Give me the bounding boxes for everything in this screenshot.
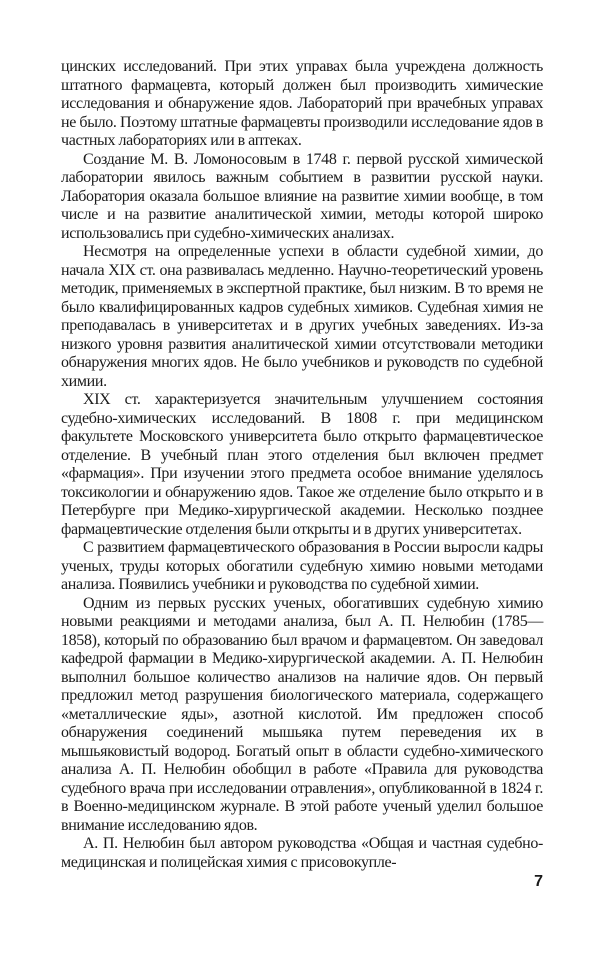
paragraph-3: Несмотря на определенные успехи в области судебной химии, до начала XIX ст. она развивалась медленно. Научно-теоретический уровень методик, применяемых в экспертной практике, был низким. В то время не было квалифицированных кадров судебных химиков. Судебная химия не преподавалась в университетах и в других учебных заведениях. Из-за низкого уровня развития аналитической химии отсутствовали методики обнаружения многих ядов. Не было учебников и руководств по судебной химии. — [61, 243, 543, 390]
paragraph-7: А. П. Нелюбин был автором руководства «Общая и частная судебно-медицинская и полицейская химия с присовокупле- — [61, 835, 543, 871]
paragraph-6: Одним из первых русских ученых, обогативших судебную химию новыми реакциями и методами анализа, был А. П. Нелюбин (1785—1858), который по образованию был врачом и фармацевтом. Он заведовал кафедрой фармации в Медико-хирургической академии. А. П. Нелюбин выполнил большое количество анализов на наличие ядов. Он первый предложил метод разрушения биологического материала, содержащего «металлические яды», азотной кислотой. Им предложен способ обнаружения соединений мышьяка путем переведения их в мышьяковистый водород. Богатый опыт в области судебно-химического анализа А. П. Нелюбин обобщил в работе «Правила для руководства судебного врача при исследовании отравления», опубликованной в 1824 г. в Военно-медицинском журнале. В этой работе ученый уделил большое внимание исследованию ядов. — [61, 594, 543, 834]
paragraph-5: С развитием фармацевтического образования в России выросли кадры ученых, труды которых обогатили судебную химию новыми методами анализа. Появились учебники и руководства по судебной химии. — [61, 539, 543, 593]
page-number: 7 — [534, 873, 543, 890]
paragraph-2: Создание М. В. Ломоносовым в 1748 г. первой русской химической лаборатории явилось важным событием в развитии русской науки. Лаборатория оказала большое влияние на развитие химии вообще, в том числе и на развитие аналитической химии, методы которой широко использовались при судебно-химических анализах. — [61, 150, 543, 242]
paragraph-4: XIX ст. характеризуется значительным улучшением состояния судебно-химических исследований. В 1808 г. при медицинском факультете Московского университета было открыто фармацевтическое отделение. В учебный план этого отделения был включен предмет «фармация». При изучении этого предмета особое внимание уделялось токсикологии и обнаружению ядов. Такое же отделение было открыто и в Петербурге при Медико-хирургической академии. Несколько позднее фармацевтические отделения были открыты и в других университетах. — [61, 391, 543, 538]
body-text — [61, 58, 543, 872]
paragraph-1: цинских исследований. При этих управах была учреждена должность штатного фармацевта, который должен был производить химические исследования и обнаружение ядов. Лабораторий при врачебных управах не было. Поэтому штатные фармацевты производили исследование ядов в частных лабораториях или в аптеках. — [61, 58, 543, 149]
